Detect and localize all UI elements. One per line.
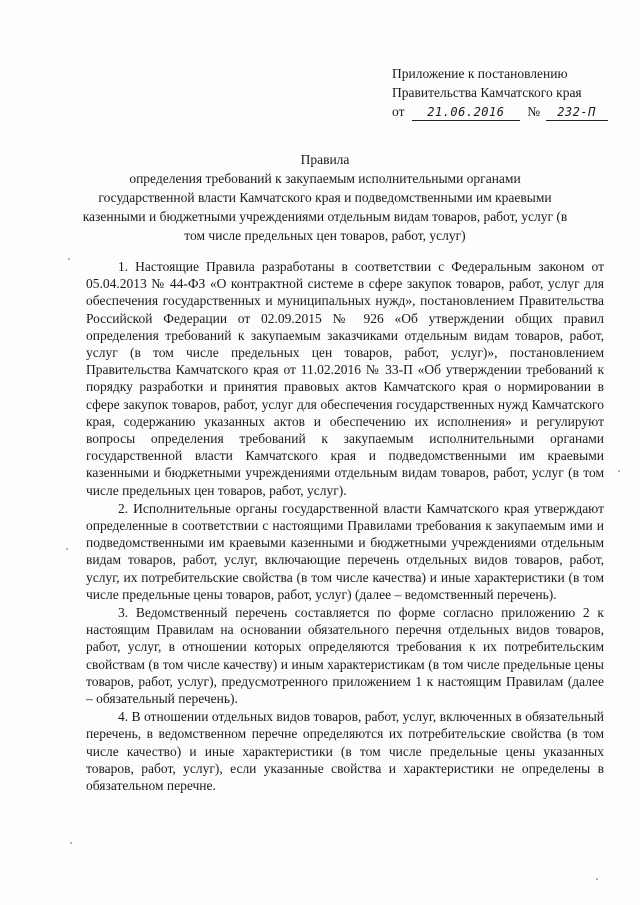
document-body xyxy=(86,258,604,794)
from-label: от xyxy=(392,104,405,119)
appendix-date-row xyxy=(392,102,622,121)
appendix-line-1: Приложение к постановлению xyxy=(392,66,568,81)
scan-speck xyxy=(66,548,68,550)
number-label: № xyxy=(527,104,541,119)
appendix-header xyxy=(392,64,622,121)
decree-number: 232-П xyxy=(546,105,608,121)
paragraph-4: 4. В отношении отдельных видов товаров, работ, услуг, включенных в обязательный перечень, в ведомственном перечне определяются их потребительские свойства (в том числе качество) и иные характеристики (в том числе предельные цены указанных товаров, работ, услуг), если указанные свойства и характеристики не определены в обязательном перечне. xyxy=(86,709,604,794)
document-title xyxy=(80,150,570,245)
title-subtitle: определения требований к закупаемым исполнительными органами государственной власти Камчатского края и подведомственными им краевыми казенными и бюджетными учреждениями отдельным видам товаров, работ, услуг (в том числе предельных цен товаров, работ, услуг) xyxy=(82,171,568,243)
scan-speck xyxy=(68,258,70,260)
paragraph-3: 3. Ведомственный перечень составляется по форме согласно приложению 2 к настоящим Правилам на основании обязательного перечня отдельных видов товаров, работ, услуг, в отношении которых определяются требования к их потребительским свойствам (в том числе качеству) и иным характеристикам (в том числе предельные цены товаров, работ, услуг), предусмотренного приложением 1 к настоящим Правилам (далее – обязательный перечень). xyxy=(86,605,604,707)
paragraph-1: 1. Настоящие Правила разработаны в соответствии с Федеральным законом от 05.04.2013 № 44-ФЗ «О контрактной системе в сфере закупок товаров, работ, услуг для обеспечения государственных и муниципальных нужд», постановлением Правительства Российской Федерации от 02.09.2015 № 926 «Об утверждении общих правил определения требований к закупаемым заказчиками отдельным видам товаров, работ, услуг (в том числе предельных цен товаров, работ, услуг)», постановлением Правительства Камчатского края от 11.02.2016 № 33-П «Об утверждении требований к порядку разработки и принятия правовых актов Камчатского края о нормировании в сфере закупок товаров, работ, услуг для обеспечения государственных нужд Камчатского края, содержанию указанных актов и обеспечению их исполнения» и регулируют вопросы определения требований к закупаемым исполнительными органами государственной власти Камчатского края и подведомственными им краевыми казенными и бюджетными учреждениями отдельным видам товаров, работ, услуг (в том числе предельных цен товаров, работ, услуг). xyxy=(86,259,604,498)
scan-speck xyxy=(596,878,598,880)
scan-speck xyxy=(618,470,620,472)
appendix-line-2: Правительства Камчатского края xyxy=(392,85,582,100)
decree-date: 21.06.2016 xyxy=(412,105,520,121)
scan-speck xyxy=(70,842,72,844)
title-heading: Правила xyxy=(300,152,350,167)
paragraph-2: 2. Исполнительные органы государственной власти Камчатского края утверждают определенные в соответствии с настоящими Правилами требования к закупаемым ими и подведомственными им краевыми казенными и бюджетными учреждениями отдельным видам товаров, работ, услуг, включающие перечень отдельных видов товаров, работ, услуг, их потребительские свойства (в том числе качества) и иные характеристики (в том числе предельные цены товаров, работ, услуг) (далее – ведомственный перечень). xyxy=(86,500,604,602)
